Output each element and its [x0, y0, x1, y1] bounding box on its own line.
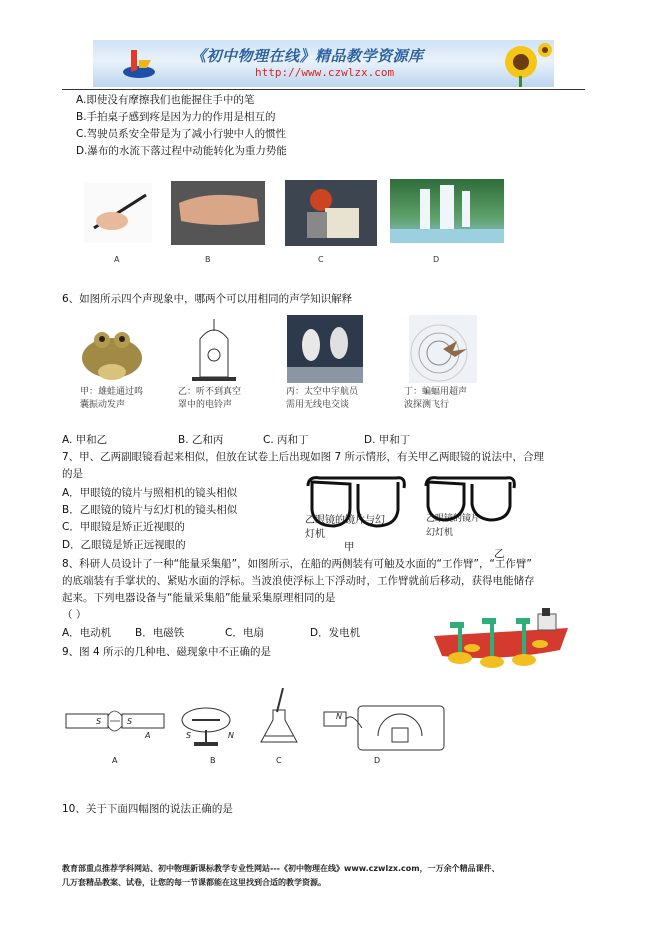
q5-option-c: C.驾驶员系安全带是为了减小行驶中人的惯性 — [76, 128, 287, 140]
q10-stem: 10、关于下面四幅图的说法正确的是 — [62, 803, 233, 815]
q8-answer-c: C．电扇 — [225, 627, 264, 639]
q6-caption-3-line1: 丙：太空中宇航员 — [286, 387, 359, 397]
q7-lens-text-right-1: 乙眼镜的镜片 — [426, 514, 481, 524]
q5-option-b: B.手拍桌子感到疼是因为力的作用是相互的 — [76, 111, 276, 123]
q6-answer-b: B. 乙和丙 — [178, 434, 224, 446]
q8-stem-line4: （ ） — [62, 609, 87, 621]
q6-answer-d: D. 甲和丁 — [364, 434, 411, 446]
sunflower-icon — [493, 40, 554, 87]
q7-option-d: D．乙眼镜是矫正远视眼的 — [62, 539, 186, 551]
q6-image-bat — [409, 315, 477, 383]
site-logo-icon — [121, 46, 161, 82]
header-rule — [62, 89, 585, 90]
q9-b-pole-n: N — [228, 731, 234, 740]
q8-stem-line1: 8、科研人员设计了一种“能量采集船”，如图所示，在船的两侧装有可触及水面的“工作臂”，“工作臂” — [62, 558, 532, 570]
q5-image-driver — [285, 180, 377, 246]
q9-label-c: C — [276, 756, 282, 765]
q8-answer-b: B．电磁铁 — [135, 627, 185, 639]
q6-caption-4-line1: 丁：蝙蝠用超声 — [404, 387, 468, 397]
q6-caption-1-line2: 囊振动发声 — [80, 400, 126, 410]
q5-image-hand — [171, 181, 265, 245]
q7-lens-text-left-1: 乙眼镜的镜片与幻 — [305, 515, 385, 526]
q5-image-label-a: A — [114, 255, 120, 264]
q9-figure-d-galvanometer — [322, 702, 452, 754]
q6-answer-c: C. 丙和丁 — [263, 434, 309, 446]
q9-a-pole-right: S — [127, 717, 133, 726]
header-title: 《初中物理在线》精品教学资源库 — [191, 47, 424, 65]
q7-label-yi: 乙 — [494, 548, 505, 560]
q7-option-c: C．甲眼镜是矫正近视眼的 — [62, 521, 185, 533]
q9-label-b: B — [210, 756, 216, 765]
q6-image-frog — [76, 322, 148, 384]
q8-answer-a: A．电动机 — [62, 627, 112, 639]
q9-label-d: D — [374, 756, 381, 765]
q7-lens-text-right-2: 幻灯机 — [426, 528, 454, 538]
q7-lens-text-left-2: 灯机 — [305, 529, 325, 540]
q9-label-a: A — [112, 756, 118, 765]
q5-option-a: A.即使没有摩擦我们也能握住手中的笔 — [76, 94, 255, 106]
q5-option-d: D.瀑布的水流下落过程中动能转化为重力势能 — [76, 145, 287, 157]
q7-stem-line1: 7、甲、乙两副眼镜看起来相似，但放在试卷上后出现如图 7 所示情形，有关甲乙两眼镜的说法中，合理 — [62, 451, 545, 463]
q6-stem: 6、如图所示四个声现象中，哪两个可以用相同的声学知识解释 — [62, 293, 353, 305]
q9-stem: 9、图 4 所示的几种电、磁现象中不正确的是 — [62, 646, 272, 658]
q9-figure-c-flask — [255, 688, 305, 750]
q6-image-bell-jar — [186, 315, 242, 383]
q5-image-label-b: B — [205, 255, 211, 264]
q9-b-pole-s: S — [186, 731, 192, 740]
q7-option-b: B．乙眼镜的镜片与幻灯机的镜头相似 — [62, 504, 238, 516]
q6-image-astronauts — [287, 315, 363, 383]
q9-d-pole-n: N — [336, 712, 342, 721]
q6-caption-2-line1: 乙：听不到真空 — [178, 387, 242, 397]
q8-answer-d: D．发电机 — [310, 627, 361, 639]
footer-line2: 几万套精品教案、试卷，让您的每一节课都能在这里找到合适的教学资源。 — [62, 878, 326, 887]
q8-stem-line2: 的底端装有手掌状的、紧贴水面的浮标。当波浪使浮标上下浮动时，工作臂就前后移动，获得电能储存 — [62, 575, 535, 587]
q7-label-jia: 甲 — [344, 541, 355, 553]
q6-caption-4-line2: 波探测飞行 — [404, 400, 450, 410]
q8-stem-line3: 起来。下列电器设备与“能量采集船”能量采集原理相同的是 — [62, 592, 336, 604]
q6-caption-2-line2: 罩中的电铃声 — [178, 400, 233, 410]
header-banner — [93, 40, 554, 87]
q5-image-pen — [84, 183, 152, 243]
q9-figure-a-magnets — [64, 700, 169, 750]
q7-stem-line2: 的是 — [62, 468, 83, 480]
q5-image-label-c: C — [318, 255, 324, 264]
footer-line1: 教育部重点推荐学科网站、初中物理新课标教学专业性网站---《初中物理在线》www.czwlzx.com，一万余个精品课件、 — [62, 864, 500, 873]
q5-image-waterfall — [390, 179, 504, 243]
q8-energy-ship-image — [428, 600, 573, 672]
q9-a-label-lower: A — [145, 731, 151, 740]
q6-caption-1-line1: 甲：雄蛙通过鸣 — [80, 387, 144, 397]
header-url[interactable]: http://www.czwlzx.com — [255, 66, 395, 79]
q6-answer-a: A. 甲和乙 — [62, 434, 108, 446]
q5-image-label-d: D — [433, 255, 440, 264]
q9-a-pole-left: S — [96, 717, 102, 726]
q9-figure-b-compass — [172, 700, 242, 750]
q6-caption-3-line2: 需用无线电交谈 — [286, 400, 350, 410]
q7-option-a: A．甲眼镜的镜片与照相机的镜头相似 — [62, 487, 238, 499]
